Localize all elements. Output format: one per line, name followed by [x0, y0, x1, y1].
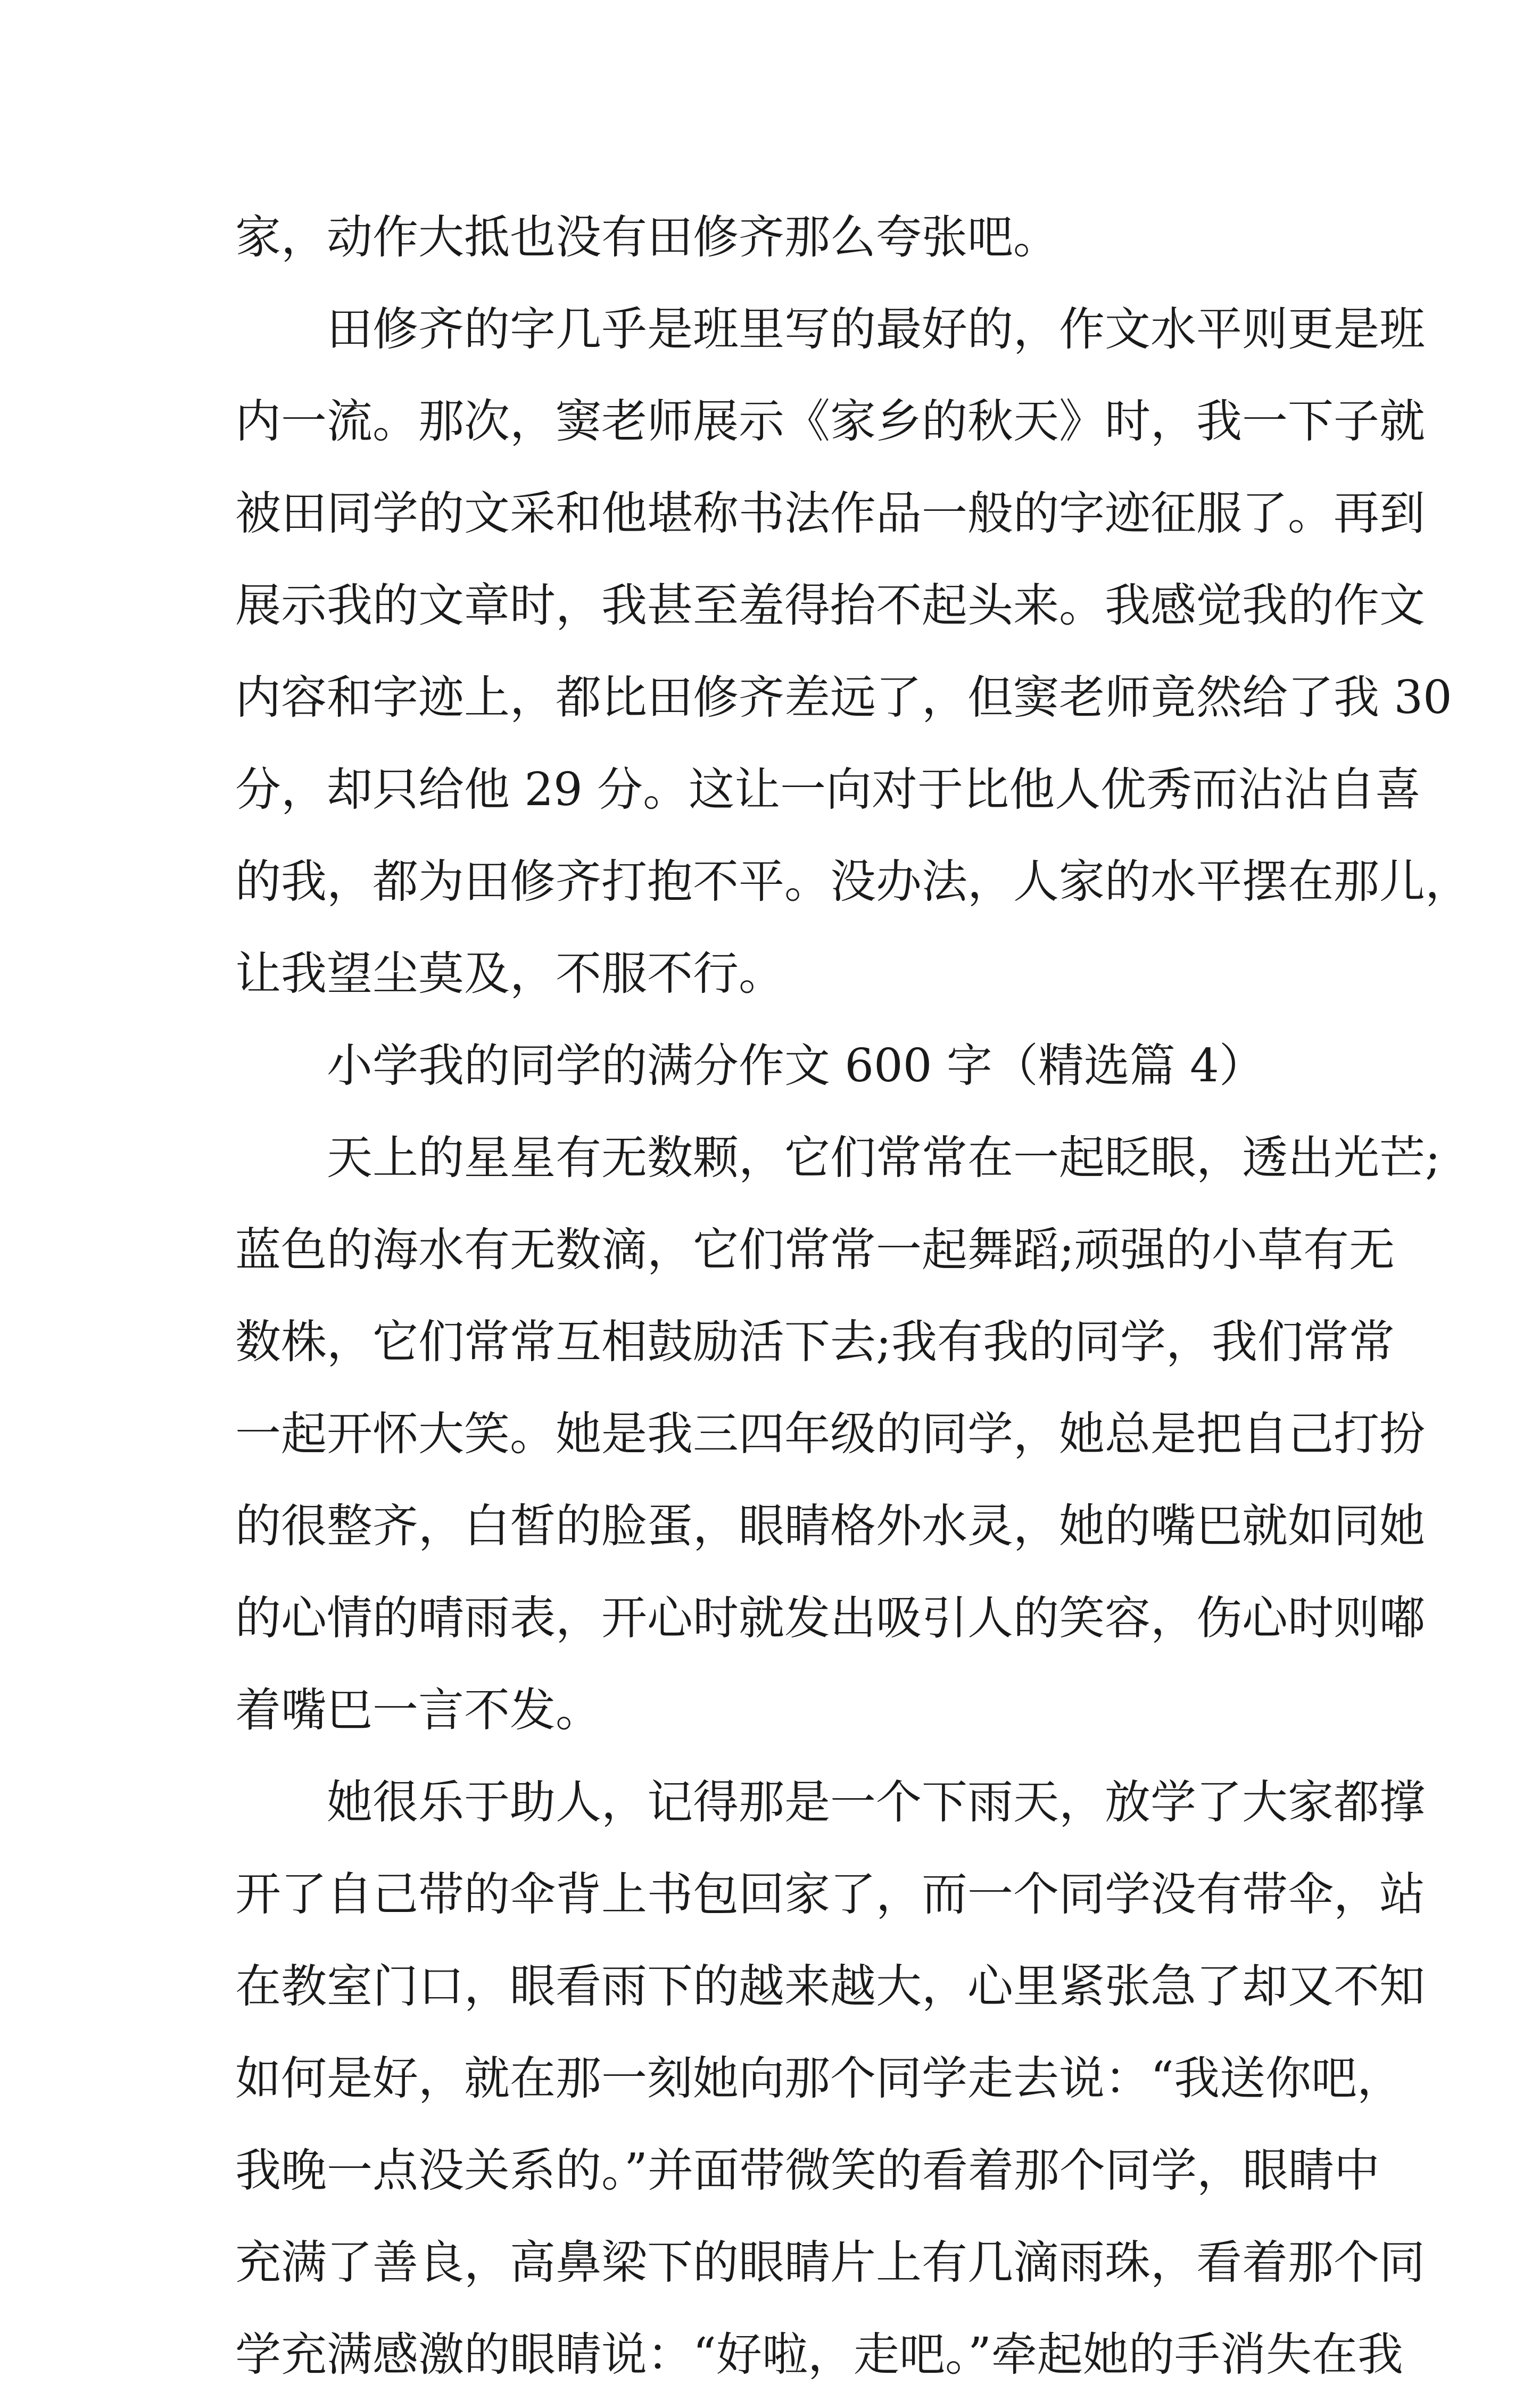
paragraph-3-line-5: 的很整齐，白皙的脸蛋，眼睛格外水灵，她的嘴巴就如同她 [235, 1500, 1425, 1553]
document-body [235, 192, 1471, 2401]
paragraph-2-line-7: 的我，都为田修齐打抱不平。没办法，人家的水平摆在那儿， [235, 855, 1471, 908]
paragraph-2-line-3: 被田同学的文采和他堪称书法作品一般的字迹征服了。再到 [235, 487, 1425, 540]
paragraph-2-line-6: 分，却只给他 29 分。这让一向对于比他人优秀而沾沾自喜 [235, 763, 1421, 816]
paragraph-4-line-1: 她很乐于助人，记得那是一个下雨天，放学了大家都撑 [327, 1776, 1425, 1829]
paragraph-4-line-4: 如何是好，就在那一刻她向那个同学走去说：“我送你吧， [235, 2052, 1403, 2105]
paragraph-3-line-7: 着嘴巴一言不发。 [235, 1684, 601, 1737]
paragraph-2-line-4: 展示我的文章时，我甚至羞得抬不起头来。我感觉我的作文 [235, 579, 1425, 632]
paragraph-4-line-5: 我晚一点没关系的。”并面带微笑的看着那个同学，眼睛中 [235, 2144, 1380, 2197]
section-heading: 小学我的同学的满分作文 600 字（精选篇 4） [327, 1039, 1265, 1092]
paragraph-3-line-1: 天上的星星有无数颗，它们常常在一起眨眼，透出光芒; [327, 1131, 1440, 1185]
paragraph-3-line-6: 的心情的晴雨表，开心时就发出吸引人的笑容，伤心时则嘟 [235, 1592, 1425, 1645]
paragraph-2-line-1: 田修齐的字几乎是班里写的最好的，作文水平则更是班 [327, 303, 1425, 356]
paragraph-3-line-2: 蓝色的海水有无数滴，它们常常一起舞蹈;顽强的小草有无 [235, 1223, 1395, 1277]
paragraph-4-line-7: 学充满感激的眼睛说：“好啦，走吧。”牵起她的手消失在我 [235, 2328, 1403, 2381]
paragraph-4-line-2: 开了自己带的伞背上书包回家了，而一个同学没有带伞，站 [235, 1868, 1425, 1921]
paragraph-2-line-2: 内一流。那次，窦老师展示《家乡的秋天》时，我一下子就 [235, 395, 1425, 448]
paragraph-1-line-1: 家，动作大抵也没有田修齐那么夸张吧。 [235, 211, 1059, 264]
paragraph-2-line-5: 内容和字迹上，都比田修齐差远了，但窦老师竟然给了我 30 [235, 671, 1452, 724]
paragraph-3-line-3: 数株，它们常常互相鼓励活下去;我有我的同学，我们常常 [235, 1315, 1395, 1369]
paragraph-3-line-4: 一起开怀大笑。她是我三四年级的同学，她总是把自己打扮 [235, 1408, 1425, 1461]
paragraph-4-line-3: 在教室门口，眼看雨下的越来越大，心里紧张急了却又不知 [235, 1960, 1425, 2013]
paragraph-4-line-6: 充满了善良，高鼻梁下的眼睛片上有几滴雨珠，看着那个同 [235, 2236, 1425, 2289]
paragraph-2-line-8: 让我望尘莫及，不服不行。 [235, 947, 784, 1000]
